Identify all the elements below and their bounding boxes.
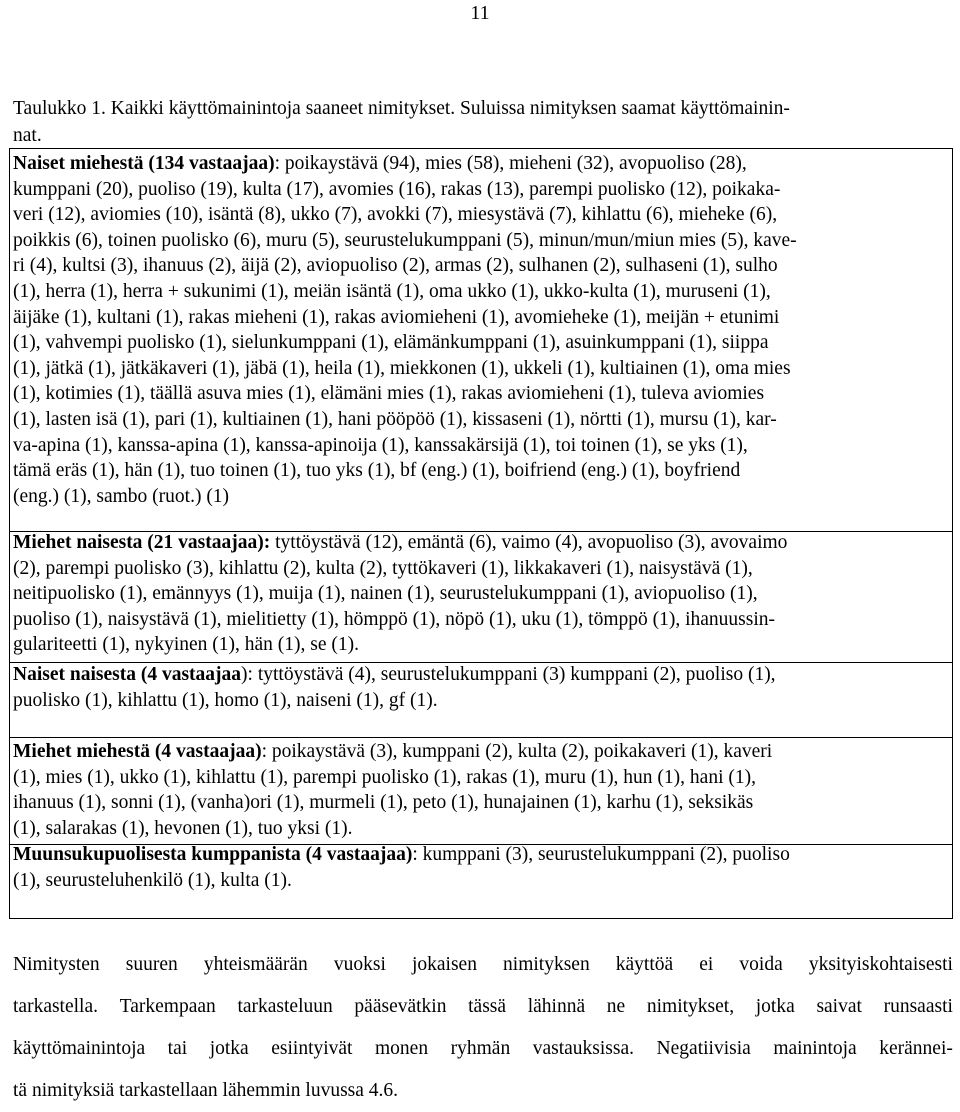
word: ryhmän bbox=[450, 1038, 511, 1059]
word: ne bbox=[606, 996, 626, 1017]
table-row-nonbinary-partner bbox=[13, 842, 949, 893]
names-text: tämä eräs (1), hän (1), tuo toinen (1), tuo yks (1), bf (eng.) (1), boifriend (eng.) (1), boyfriend bbox=[13, 460, 741, 482]
names-text: : kumppani (3), seurustelukumppani (2), puoliso bbox=[412, 844, 790, 865]
names-text: (eng.) (1), sambo (ruot.) (1) bbox=[13, 485, 230, 507]
word: jokaisen bbox=[411, 954, 477, 975]
table-cell-line bbox=[13, 581, 949, 607]
names-text: (1), salarakas (1), hevonen (1), tuo yksi (1). bbox=[13, 817, 353, 839]
names-text: (1), seurusteluhenkilö (1), kulta (1). bbox=[13, 869, 292, 891]
word: monen bbox=[375, 1038, 429, 1059]
group-label: Miehet naisesta (21 vastaajaa): bbox=[13, 532, 271, 553]
names-text: ihanuus (1), sonni (1), (vanha)ori (1), murmeli (1), peto (1), hunajainen (1), karhu (1), seksikäs bbox=[13, 792, 754, 814]
table-cell-line bbox=[13, 330, 949, 356]
word: yksityiskohtaisesti bbox=[808, 954, 953, 975]
table-cell-line bbox=[13, 458, 949, 484]
caption-line: nat. bbox=[13, 125, 42, 146]
word: tarkastella. bbox=[13, 996, 98, 1017]
table-row-women-about-women bbox=[13, 662, 949, 713]
table-cell-line bbox=[13, 151, 949, 177]
table-row-men-about-women bbox=[13, 530, 949, 658]
table-cell-line bbox=[13, 632, 949, 658]
table-cell-line bbox=[13, 433, 949, 459]
paragraph-line: tä nimityksiä tarkastellaan lähemmin luvussa 4.6. bbox=[13, 1080, 399, 1101]
word: jotka bbox=[209, 1038, 249, 1059]
word: jotka bbox=[755, 996, 795, 1017]
word: runsaasti bbox=[883, 996, 953, 1017]
word: nimityksen bbox=[503, 954, 590, 975]
table-cell-line bbox=[13, 279, 949, 305]
table-cell-line bbox=[13, 381, 949, 407]
word: suuren bbox=[125, 954, 178, 975]
names-text: : poikaystävä (94), mies (58), mieheni (32), avopuoliso (28), bbox=[274, 153, 747, 174]
table-cell-line bbox=[13, 305, 949, 331]
table-caption bbox=[13, 95, 953, 149]
word: vuoksi bbox=[333, 954, 386, 975]
names-text: (1), herra (1), herra + sukunimi (1), meiän isäntä (1), oma ukko (1), ukko-kulta (1), muruseni (1), bbox=[13, 280, 771, 302]
paragraph-line bbox=[13, 986, 953, 1028]
row-divider bbox=[10, 737, 952, 738]
names-text: va-apina (1), kanssa-apina (1), kanssa-apinoija (1), kanssakärsijä (1), toi toinen (1), se yks (1), bbox=[13, 434, 748, 456]
names-text: poikkis (6), toinen puolisko (6), muru (5), seurustelukumppani (5), minun/mun/miun mies (5), kave- bbox=[13, 229, 797, 251]
paragraph-line bbox=[13, 944, 953, 986]
word: Tarkempaan bbox=[119, 996, 216, 1017]
names-text: puoliso (1), naisystävä (1), mielitietty (1), hömppö (1), nöpö (1), uku (1), tömppö (1), ihanuussin- bbox=[13, 608, 776, 630]
table-cell-line bbox=[13, 662, 949, 688]
table-cell-line bbox=[13, 790, 949, 816]
group-label: Naiset miehestä (134 vastaajaa) bbox=[13, 153, 275, 174]
paragraph-line bbox=[13, 1028, 953, 1070]
names-text: (1), mies (1), ukko (1), kihlattu (1), parempi puolisko (1), rakas (1), muru (1), hun (1), hani (1), bbox=[13, 766, 756, 788]
table-row-women-about-men bbox=[13, 151, 949, 509]
table-cell-line bbox=[13, 407, 949, 433]
names-text: : poikaystävä (3), kumppani (2), kulta (2), poikakaveri (1), kaveri bbox=[261, 741, 773, 762]
word: esiintyivät bbox=[271, 1038, 353, 1059]
names-text: (1), jätkä (1), jätkäkaveri (1), jäbä (1), heila (1), miekkonen (1), ukkeli (1), kultiainen (1), oma mies bbox=[13, 357, 791, 379]
word: käyttömainintoja bbox=[13, 1038, 146, 1059]
table-cell-line bbox=[13, 356, 949, 382]
names-text: gulariteetti (1), nykyinen (1), hän (1), se (1). bbox=[13, 634, 360, 656]
table-cell-line bbox=[13, 253, 949, 279]
word: tässä bbox=[468, 996, 507, 1017]
names-text: neitipuolisko (1), emännyys (1), muija (1), nainen (1), seurustelukumppani (1), aviopuoliso (1), bbox=[13, 583, 758, 605]
table-cell-line bbox=[13, 556, 949, 582]
names-text: ri (4), kultsi (3), ihanuus (2), äijä (2), aviopuoliso (2), armas (2), sulhanen (2), sulhaseni (1), sulho bbox=[13, 255, 778, 277]
group-label: Miehet miehestä (4 vastaajaa) bbox=[13, 741, 262, 762]
table-cell-line bbox=[13, 607, 949, 633]
group-label: Muunsukupuolisesta kumppanista (4 vastaajaa) bbox=[13, 844, 413, 865]
table-cell-line bbox=[13, 177, 949, 203]
names-text: (1), vahvempi puolisko (1), sielunkumppani (1), elämänkumppani (1), asuinkumppani (1), siippa bbox=[13, 332, 769, 354]
word: mainintoja bbox=[773, 1038, 857, 1059]
names-text: puolisko (1), kihlattu (1), homo (1), naiseni (1), gf (1). bbox=[13, 689, 438, 711]
word: vastauksissa. bbox=[532, 1038, 635, 1059]
word: Nimitysten bbox=[13, 954, 100, 975]
names-text: (1), kotimies (1), täällä asuva mies (1), elämäni mies (1), rakas aviomieheni (1), tuleva aviomies bbox=[13, 383, 765, 405]
names-table bbox=[9, 148, 953, 919]
word: yhteismäärän bbox=[203, 954, 308, 975]
names-text: kumppani (20), puoliso (19), kulta (17), avomies (16), rakas (13), parempi puolisko (12), poikaka- bbox=[13, 178, 781, 200]
body-paragraph bbox=[13, 944, 953, 1112]
table-cell-line bbox=[13, 868, 949, 894]
table-cell-line bbox=[13, 228, 949, 254]
names-text: (1), lasten isä (1), pari (1), kultiainen (1), hani pööpöö (1), kissaseni (1), nörtti (1), mursu (1), kar- bbox=[13, 408, 777, 430]
caption-line: Taulukko 1. Kaikki käyttömainintoja saaneet nimitykset. Suluissa nimityksen saamat käyttömainin- bbox=[13, 98, 790, 119]
word: saivat bbox=[816, 996, 862, 1017]
table-cell-line bbox=[13, 739, 949, 765]
page-number: 11 bbox=[470, 2, 490, 24]
names-text: ): tyttöystävä (4), seurustelukumppani (3) kumppani (2), puoliso (1), bbox=[241, 664, 776, 685]
word: nimitykset, bbox=[646, 996, 735, 1017]
word: käyttöä bbox=[615, 954, 674, 975]
word: voida bbox=[739, 954, 783, 975]
word: Negatiivisia bbox=[656, 1038, 751, 1059]
word: pääsevätkin bbox=[354, 996, 447, 1017]
group-label: Naiset naisesta (4 vastaajaa bbox=[13, 664, 242, 685]
table-cell-line bbox=[13, 202, 949, 228]
table-cell-line bbox=[13, 765, 949, 791]
word: tai bbox=[167, 1038, 188, 1059]
table-cell-line bbox=[13, 688, 949, 714]
names-text: tyttöystävä (12), emäntä (6), vaimo (4), avopuoliso (3), avovaimo bbox=[270, 532, 788, 553]
table-cell-line bbox=[13, 484, 949, 510]
names-text: äijäke (1), kultani (1), rakas mieheni (1), rakas aviomieheni (1), avomieheke (1), meijän + etunimi bbox=[13, 306, 780, 328]
table-row-men-about-men bbox=[13, 739, 949, 841]
table-cell-line bbox=[13, 816, 949, 842]
names-text: (2), parempi puolisko (3), kihlattu (2), kulta (2), tyttökaveri (1), likkakaveri (1), naisystävä (1), bbox=[13, 557, 753, 579]
table-cell-line bbox=[13, 530, 949, 556]
word: lähinnä bbox=[527, 996, 586, 1017]
word: tarkasteluun bbox=[237, 996, 333, 1017]
names-text: veri (12), aviomies (10), isäntä (8), ukko (7), avokki (7), miesystävä (7), kihlattu (6), mieheke (6), bbox=[13, 204, 778, 226]
word: kerännei- bbox=[879, 1038, 953, 1059]
table-cell-line bbox=[13, 842, 949, 868]
word: ei bbox=[699, 954, 714, 975]
